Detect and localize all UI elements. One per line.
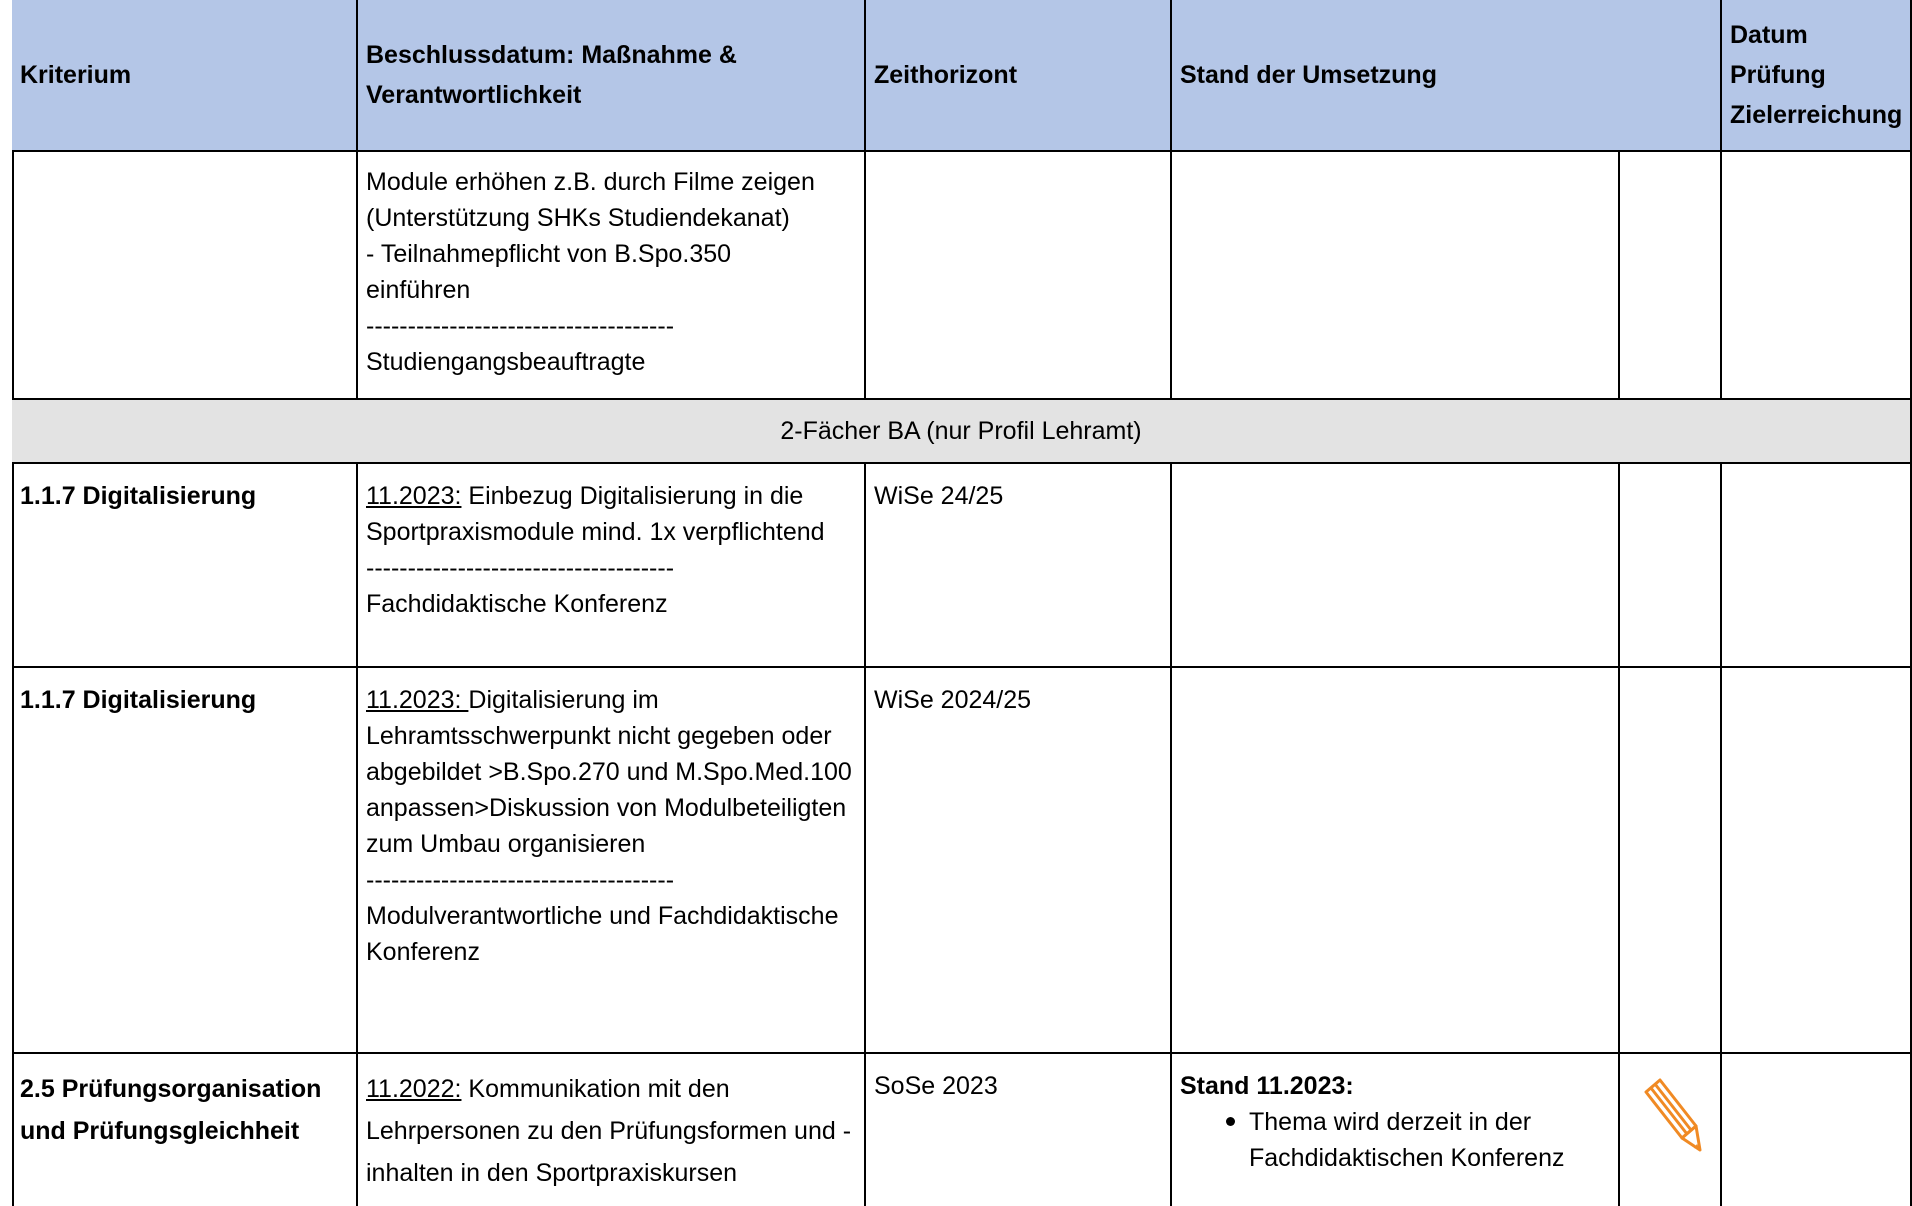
row1-line-1: Module erhöhen z.B. durch Filme zeigen [366, 168, 815, 196]
header-zeithorizont: Zeithorizont [866, 0, 1172, 152]
row4-kriterium: 2.5 Prüfungsorganisation und Prüfungsgleichheit [12, 1054, 358, 1206]
row4-status [1620, 1054, 1722, 1206]
header-datum-pruefung: Datum Prüfung Zielerreichung [1722, 0, 1912, 152]
row3-datum: 11.2023: [366, 686, 469, 714]
row3-datum-pruefung [1722, 668, 1912, 1054]
row4-massnahme [358, 1054, 866, 1206]
row4-stand-bullet [1180, 1104, 1610, 1176]
row1-datum [1722, 152, 1912, 400]
row1-verantwortlich: Studiengangsbeauftragte [366, 348, 646, 376]
section-band: 2-Fächer BA (nur Profil Lehramt) [12, 400, 1912, 464]
row2-text: Einbezug Digitalisierung in die Sportpraxismodule mind. 1x verpflichtend [366, 482, 825, 546]
row2-kriterium: 1.1.7 Digitalisierung [12, 464, 358, 668]
row1-line-3: - Teilnahmepflicht von B.Spo.350 [366, 240, 732, 268]
row1-separator: ------------------------------------- [366, 312, 675, 340]
row3-kriterium: 1.1.7 Digitalisierung [12, 668, 358, 1054]
row2-separator: ------------------------------------- [366, 554, 675, 582]
row4-datum: 11.2022: [366, 1075, 462, 1103]
row3-zeithorizont: WiSe 2024/25 [866, 668, 1172, 1054]
row1-zeithorizont [866, 152, 1172, 400]
row3-description [366, 682, 856, 862]
row4-zeithorizont: SoSe 2023 [866, 1054, 1172, 1206]
header-stand: Stand der Umsetzung [1172, 0, 1722, 152]
row3-verantwortlich: Modulverantwortliche und Fachdidaktische Konferenz [366, 902, 839, 966]
row4-stand-title: Stand 11.2023: [1180, 1072, 1354, 1100]
row3-status [1620, 668, 1722, 1054]
row3-stand [1172, 668, 1620, 1054]
row1-line-4: einführen [366, 276, 471, 304]
row3-separator: ------------------------------------- [366, 866, 675, 894]
row2-datum: 11.2023: [366, 482, 462, 510]
row4-datum-pruefung [1722, 1054, 1912, 1206]
row2-description [366, 478, 856, 550]
row2-datum-pruefung [1722, 464, 1912, 668]
row2-status [1620, 464, 1722, 668]
row2-stand [1172, 464, 1620, 668]
row1-stand [1172, 152, 1620, 400]
header-massnahme: Beschlussdatum: Maßnahme & Verantwortlichkeit [358, 0, 866, 152]
pencil-icon [1640, 1076, 1702, 1154]
row1-line-2: (Unterstützung SHKs Studiendekanat) [366, 204, 790, 232]
row3-massnahme [358, 668, 866, 1054]
row2-verantwortlich: Fachdidaktische Konferenz [366, 590, 668, 618]
row2-massnahme [358, 464, 866, 668]
row1-massnahme [358, 152, 866, 400]
row4-stand [1172, 1054, 1620, 1206]
row1-kriterium [12, 152, 358, 400]
row3-text: Digitalisierung im Lehramtsschwerpunkt nicht gegeben oder abgebildet >B.Spo.270 und M.Spo.Med.100 anpassen>Diskussion von Modulbeteiligten zum Umbau organisieren [366, 686, 852, 858]
row4-text: Kommunikation mit den Lehrpersonen zu den Prüfungsformen und -inhalten in den Sportpraxiskursen [366, 1075, 852, 1187]
row2-zeithorizont: WiSe 24/25 [866, 464, 1172, 668]
bullet-dot-icon [1226, 1117, 1235, 1126]
row1-status [1620, 152, 1722, 400]
header-kriterium: Kriterium [12, 0, 358, 152]
row4-stand-bullet-text: Thema wird derzeit in der Fachdidaktischen Konferenz [1249, 1108, 1565, 1172]
